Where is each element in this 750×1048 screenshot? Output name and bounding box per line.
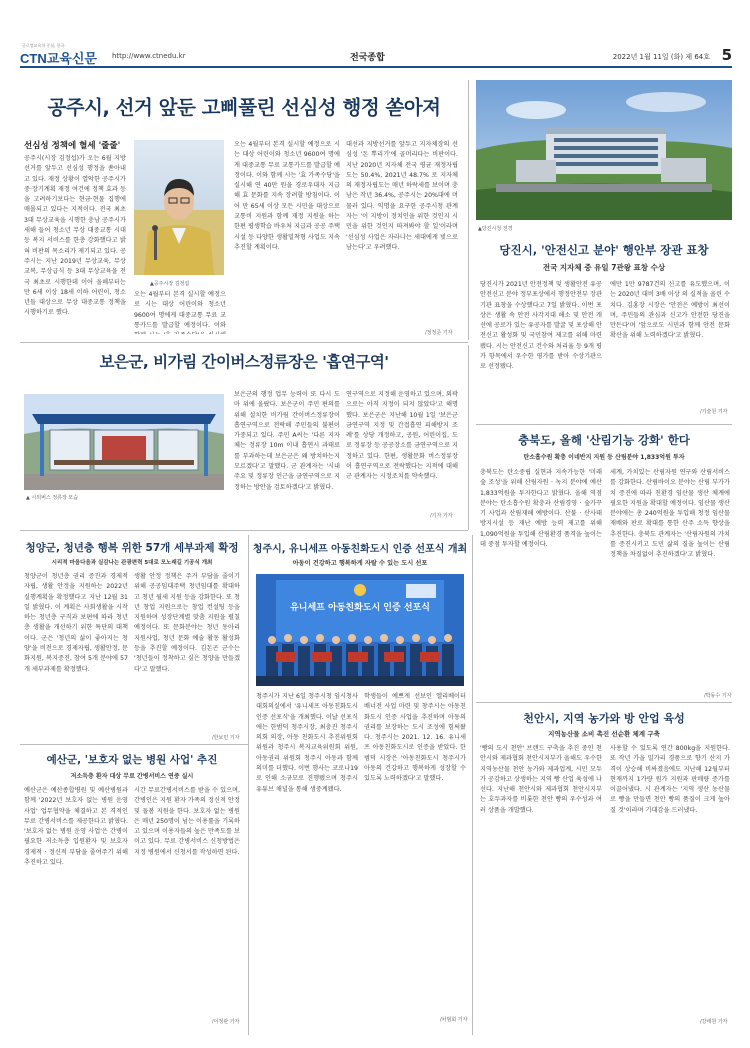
section-divider — [20, 342, 468, 343]
section-divider — [476, 424, 732, 425]
article1-photo — [134, 140, 224, 275]
article8-subhead: 지역농산물 소비 촉진 선순환 체계 구축 — [548, 730, 660, 738]
column-divider — [468, 80, 469, 340]
article2-photo — [476, 80, 732, 220]
article6-col1: 청주시가 지난 6일 청주시청 임시청사 대회의실에서 '유니세프 아동친화도시 인증 선포식'을 개최했다. 이날 선포식에는 한범덕 청주시장, 최충진 청주시의회 의장, 아동 친화도시 추진위원회 위원과 청주시 복지교육위원회 위원, 아동권리 위원회 청주시 아동과 함께 의미를 더했다. 이번 행사는 코로나19로 인해 소규모로 진행됐으며 청주시 유튜브 채널을 통해 생중계됐다. — [256, 693, 358, 793]
article4-headline: 충북도, 올해 '산림기능 강화' 한다 — [518, 433, 690, 447]
article3-headline: 보은군, 비가림 간이버스정류장은 '흡연구역' — [99, 353, 389, 371]
article5-col2: 생활 안정 정책은 주거 부담을 줄이기 위해 공공임대주택 청년임대를 확대하고 청년 월세 지원 등을 강화한다. 또 청년 창업 지원으로는 창업 컨설팅 등을 지원하며 성장단계별 맞춤 지원을 펼칠 예정이다. 또 문화분야는 청년 동아리 지원사업, 청년 문화 예술 활동 활성화 등을 추진할 예정이다. 김돈곤 군수는 '청년들이 정착하고 싶은 청양을 만들겠다'고 말했다. — [134, 573, 240, 673]
article3-photo — [24, 394, 224, 490]
article5-byline: /한보민 기자 — [212, 735, 240, 741]
article2-col2: 에만 1만 9787건의 신고를 유도했으며, 이는 2020년 대비 3배 이상 의 실적을 올린 수치다. 김홍장 시장은 '안전은 예방이 최선이며, 주민들의 관심과 신고가 안전한 당진을 만든다'며 '앞으로도 시민과 함께 안전 문화 확산을 위해 노력하겠다'고 밝혔다. — [610, 281, 730, 340]
article6-col2: 학생들이 예쁘게 선보인 엘리베이터 배너전 사업 마련 및 창주시는 아동친화도시 인증 사업을 추진하며 아동의 권리를 보장하는 도시 조성에 힘써왔다. 청주시는 2021. 12. 16. 유니세프 아동친화도시로 인증을 받았다. 한범덕 시장은 '아동친화도시 청주시가 아동의 건강하고 행복하게 성장할 수 있도록 노력하겠다'고 말했다. — [364, 693, 466, 783]
article2-col1: 당진시가 2021년 안전정책 및 생활안전 유공 안전신고 분야 정부포상에서 행정안전부 장관 기관 표창을 수상했다고 7일 밝혔다. 이번 포상은 생활 속 안전 사각지대 해소 및 안전 개선에 공로가 있는 유공자를 발굴 및 포상해 안전신고 활성화 및 국민참여 제고를 위해 마련됐다. 시는 안전신고 건수와 처리율 등 9개 평가 항목에서 우수한 평가를 받아 수상기관으로 선정됐다. — [480, 281, 602, 371]
article6-subhead: 아동이 건강하고 행복하게 자랄 수 있는 도시 선포 — [292, 560, 428, 567]
article6-headline: 청주시, 유니세프 아동친화도시 인증 선포식 개최 — [252, 544, 468, 555]
article1-byline: /정정준 기자 — [425, 330, 453, 336]
logo-tagline: 글로벌교육의 중심, 한국 — [22, 43, 65, 48]
article8-col1: '빵의 도시 천안' 브랜드 구축을 추진 중인 천안시와 제과협회 천안시지부가 올해도 우수한 지역농산물 천안 농가와 제과업계, 시민 모두가 공감하고 상생하는 지역 빵 산업 육성에 나선다. 지난해 천안시와 제과협회 천안시지부는 호두과자를 비롯한 천안 빵의 우수성과 여러 상품을 개발했다. — [480, 745, 602, 814]
logo-korean: 교육신문 — [46, 51, 97, 66]
article8-headline: 천안시, 지역 농가와 방 안업 육성 — [523, 712, 685, 725]
article1-photo-caption: ▲공주시장 김정섭 — [150, 281, 190, 287]
article6-photo-banner: 유니세프 아동친화도시 인증 선포식 — [290, 603, 430, 613]
section-divider — [20, 744, 248, 745]
article4-byline: /박동수 기자 — [704, 693, 732, 699]
column-divider — [248, 535, 249, 1035]
column-divider — [468, 345, 469, 530]
article1-col1: 공주시(시장 김정섭)가 오는 6월 지방선거를 앞두고 선심성 행정을 쏟아내고 있다. 재정 상황이 열악한 공주시가 중·장기계획 재정 여건에 정책 효과 등을 고려하기보다는 현금·현물 집행에 매몰되고 있다는 지적이다. 전국 최초 3대 무상교육을 시행한 충남 공주시가 새해 들어 청소년 무상 대중교통 시대 등 복지 서비스를 한층 강화했다고 밝혀 비판의 목소리가 제기되고 있다. 공주시는 지난 2019년 무상교육, 무상교복, 무상급식 등 3대 무상교육을 전국 최초로 시행한데 이어 올해부터는 만 6세 이상 18세 이하 어린이, 청소년들 대상으로 무상 대중교통 정책을 시행하기로 했다. — [24, 155, 126, 317]
article7-byline: /이정관 기자 — [212, 1019, 240, 1025]
article2-headline: 당진시, '안전신고 분야' 행안부 장관 표창 — [499, 243, 709, 257]
article2-photo-caption: ▲당진시청 전경 — [478, 226, 513, 232]
article1-headline: 공주시, 선거 앞둔 고삐풀린 선심성 행정 쏟아져 — [47, 96, 441, 119]
section-divider — [20, 530, 468, 531]
article3-col1: 보은군의 행정 업무 능력이 또 다시 도마 위에 올랐다. 보은군이 주민 편의를 위해 설치한 비가림 간이버스정류장이 흡연구역으로 전락해 주민들의 불편이 가중되고 있다. 주민 A씨는 '다른 지자체는 정류장 10m 이내 흡연시 과태료를 부과하는데 보은군은 왜 방치하는지 모르겠다'고 말했다. 군 관계자는 '시내 주요 및 정류장 인근을 금연구역으로 지정하는 방안을 검토하겠다'고 밝혔다. — [234, 391, 340, 491]
article3-col2: 연구역으로 지정해 운영하고 있으며, 외곽으로는 아직 지정이 되지 않았다'고 해명했다. 보은군은 지난해 10월 1일 '보은군 금연구역 지정 및 간접흡연 피해방지 조례'를 상당 개정하고, 공원, 어린이집, 도로 정류장 등 공공장소를 금연구역으로 지정하고 있다. 한편, 생활문화 버스정류장이 흡연구역으로 전락했다는 지적에 대해 군 관계자는 시정조치를 약속했다. — [346, 391, 458, 481]
article7-headline: 예산군, '보호자 없는 병원 사업' 추진 — [46, 754, 218, 766]
issue-date: 2022년 1월 11일 (화) 제 64호 — [612, 53, 710, 61]
article6-photo — [256, 574, 464, 686]
article4-col2: 세계, 가치있는 산림자원 연구와 산림서비스를 강화한다. 산림바이오 분야는 산림 부가가치 증진에 따라 친환경 임산물 생산 체계에 필요한 지원을 확대할 예정이다. 임산물 생산 분야에는 총 240억원을 투입해 청정 임산물 재배와 판로 확대를 통한 산주 소득 향상을 추진한다. 충북도 관계자는 '산림자원의 가치를 증진시키고 도민 삶의 질을 높이는 산림 정책을 차질없이 추진하겠다'고 밝혔다. — [610, 469, 730, 559]
city-hall-aerial-image — [476, 80, 732, 220]
section-title: 전국종합 — [350, 53, 385, 63]
article1-col3: 대선과 지방선거를 앞두고 지자체장의 선심성 '돈 뿌리기'에 골머리다는 비판이다. 지난 2020년 지자체 전국 평균 재정자립도는 50.4%, 2021년 48.7% 로 지자체의 재정자립도는 매년 하락세를 보이며 충남은 작년 36.4%, 공주시는 20%대에 머물러 있다. 익명을 요구한 공주시청 관계자는 '이 지방이 정치인을 위한 것인지 시민을 위한 것인지 따져봐야 할 일'이라며 '선심성 사업은 자라나는 세대에게 빚으로 남는다'고 우려했다. — [346, 141, 458, 251]
article5-subhead: 시리적 마음다음과 실감나는 관광편력 5대로 모노래길 기공식 개최 — [51, 560, 213, 566]
site-url[interactable]: http://www.ctnedu.kr — [112, 52, 186, 60]
ceremony-group-image — [256, 574, 464, 686]
bus-shelter-image — [24, 394, 224, 490]
newspaper-logo — [20, 48, 97, 67]
article3-photo-caption: ▲ 시외버스 정류장 모습 — [26, 495, 79, 501]
article2-byline: /기술원 기자 — [700, 409, 728, 415]
article7-subhead: 저소득층 환자 대상 무료 간병서비스 연중 실시 — [70, 773, 194, 780]
article1-subhead: 선심성 정책에 혈세 '줄줄' — [24, 141, 121, 151]
article6-byline: /차범회 기자 — [440, 1017, 468, 1023]
mayor-portrait-image — [134, 140, 224, 275]
article8-col2: 사용할 수 있도록 연간 800kg을 지원한다. 또 작년 가을 밀가리 경품으로 향기 산지 가격이 상승해 비싸졌음에도 지난해 12월부터 현재까지 1가량 원가 지원과 판매량 증가를 이끌어냈다. 시 관계자는 '지역 생산 농산물로 빵을 만들면 천안 빵의 품질이 크게 높아질 것'이라며 기대감을 드러냈다. — [610, 745, 730, 814]
column-divider — [472, 535, 473, 1035]
masthead — [20, 43, 732, 68]
logo-ctn: CTN — [20, 51, 47, 66]
article1-col2b: 오는 4월부터 본격 실시할 예정으로 시는 대상 어린이와 청소년 9600여 명에게 대중교통 무료 교통카드를 발급할 예정이다. 이와 함께 시는 '효 가족수당'을 실시해 연 40만 원을 경로우대자 지급해 효 문화를 지속 장려할 방침이다. 이어 만 65세 이상 모든 시민을 대상으로 교통비 지원과 함께 재정 지원을 하는 한편 평생학습 바우처 지급과 공공 주택 시설 등 다양한 생활밀착형 사업도 지속 추진할 계획이다. — [234, 141, 340, 251]
section-divider — [476, 702, 732, 703]
article8-byline: /강태원 기자 — [700, 1019, 728, 1025]
article7-col1: 예산군은 예산종합병원 및 예산병원과 함께 '2022년 보호자 없는 병원 운영 사업' 업무협약을 체결하고 본 격적인 무료 간병서비스를 제공한다고 밝혔다. '보호자 없는 병원 운영 사업'은 간병이 필요한 저소득층 입원환자 및 보호자 경제적 · 정신적 부담을 줄여주기 위해 추진하고 있다. — [24, 787, 128, 867]
article3-byline: /기자 기자 — [430, 513, 453, 519]
article5-headline: 청양군, 청년층 행복 위한 57개 세부과제 확정 — [25, 542, 239, 554]
article2-subhead: 전국 지자체 중 유일 7관왕 표창 수상 — [542, 263, 666, 272]
page-number: 5 — [721, 46, 732, 64]
article1-col2a: 오는 4월부터 본격 실시할 예정으로 시는 대상 어린이와 청소년 9600여 명에게 대중교통 무료 교통카드를 발급할 예정이다. 이와 — [134, 291, 226, 329]
article4-col1: 충북도는 탄소중립 실현과 지속가능한 '미래 숲 조성'을 위해 산림자원 · 녹지 분야에 예산 1,833억원을 투자한다고 밝혔다. 올해 역점 분야는 탄소흡수원 확충과 산림경영 · 숲가꾸기 사업과 산림재해 예방이다. 산불 · 산사태 방지시설 등 재난 예방 능력 제고를 위해 1,090억원을 투입해 산림환경 품격을 높이는 데 중점 투자할 예정이다. — [480, 469, 602, 549]
article5-col1: 청양군이 청년층 권리 증진과 경제적 자립, 생활 안정을 지원하는 2022년 실행계획을 확정했다고 지난 12월 31일 밝혔다. 이 계획은 사회생활을 시작하는 청년층 구직과 보편에 따라 청년층 생활을 개선하기 위한 특단의 대책이다. 군은 '청년의 삶이 좋아지는 청양'을 비전으로 경제자립, 생활안정, 문화지원, 복지증진, 참여 5개 분야에 57개 세부과제를 확정했다. — [24, 573, 128, 673]
article7-col2: 시간 무료간병서비스를 받을 수 있으며, 간병인은 지원 환자 가족의 정신적 안정 및 돌봄 지원을 한다. 보호자 없는 병원은 매년 250명이 넘는 이용률을 기록하고 있으며 이용자들의 높은 만족도를 보이고 있다. 무료 간병서비스 신청방법은 지정 병원에서 신청서를 작성하면 된다. — [134, 787, 240, 856]
article4-subhead: 탄소흡수원 확충 이네반지 지원 등 산림분야 1,833억원 투자 — [523, 454, 685, 461]
